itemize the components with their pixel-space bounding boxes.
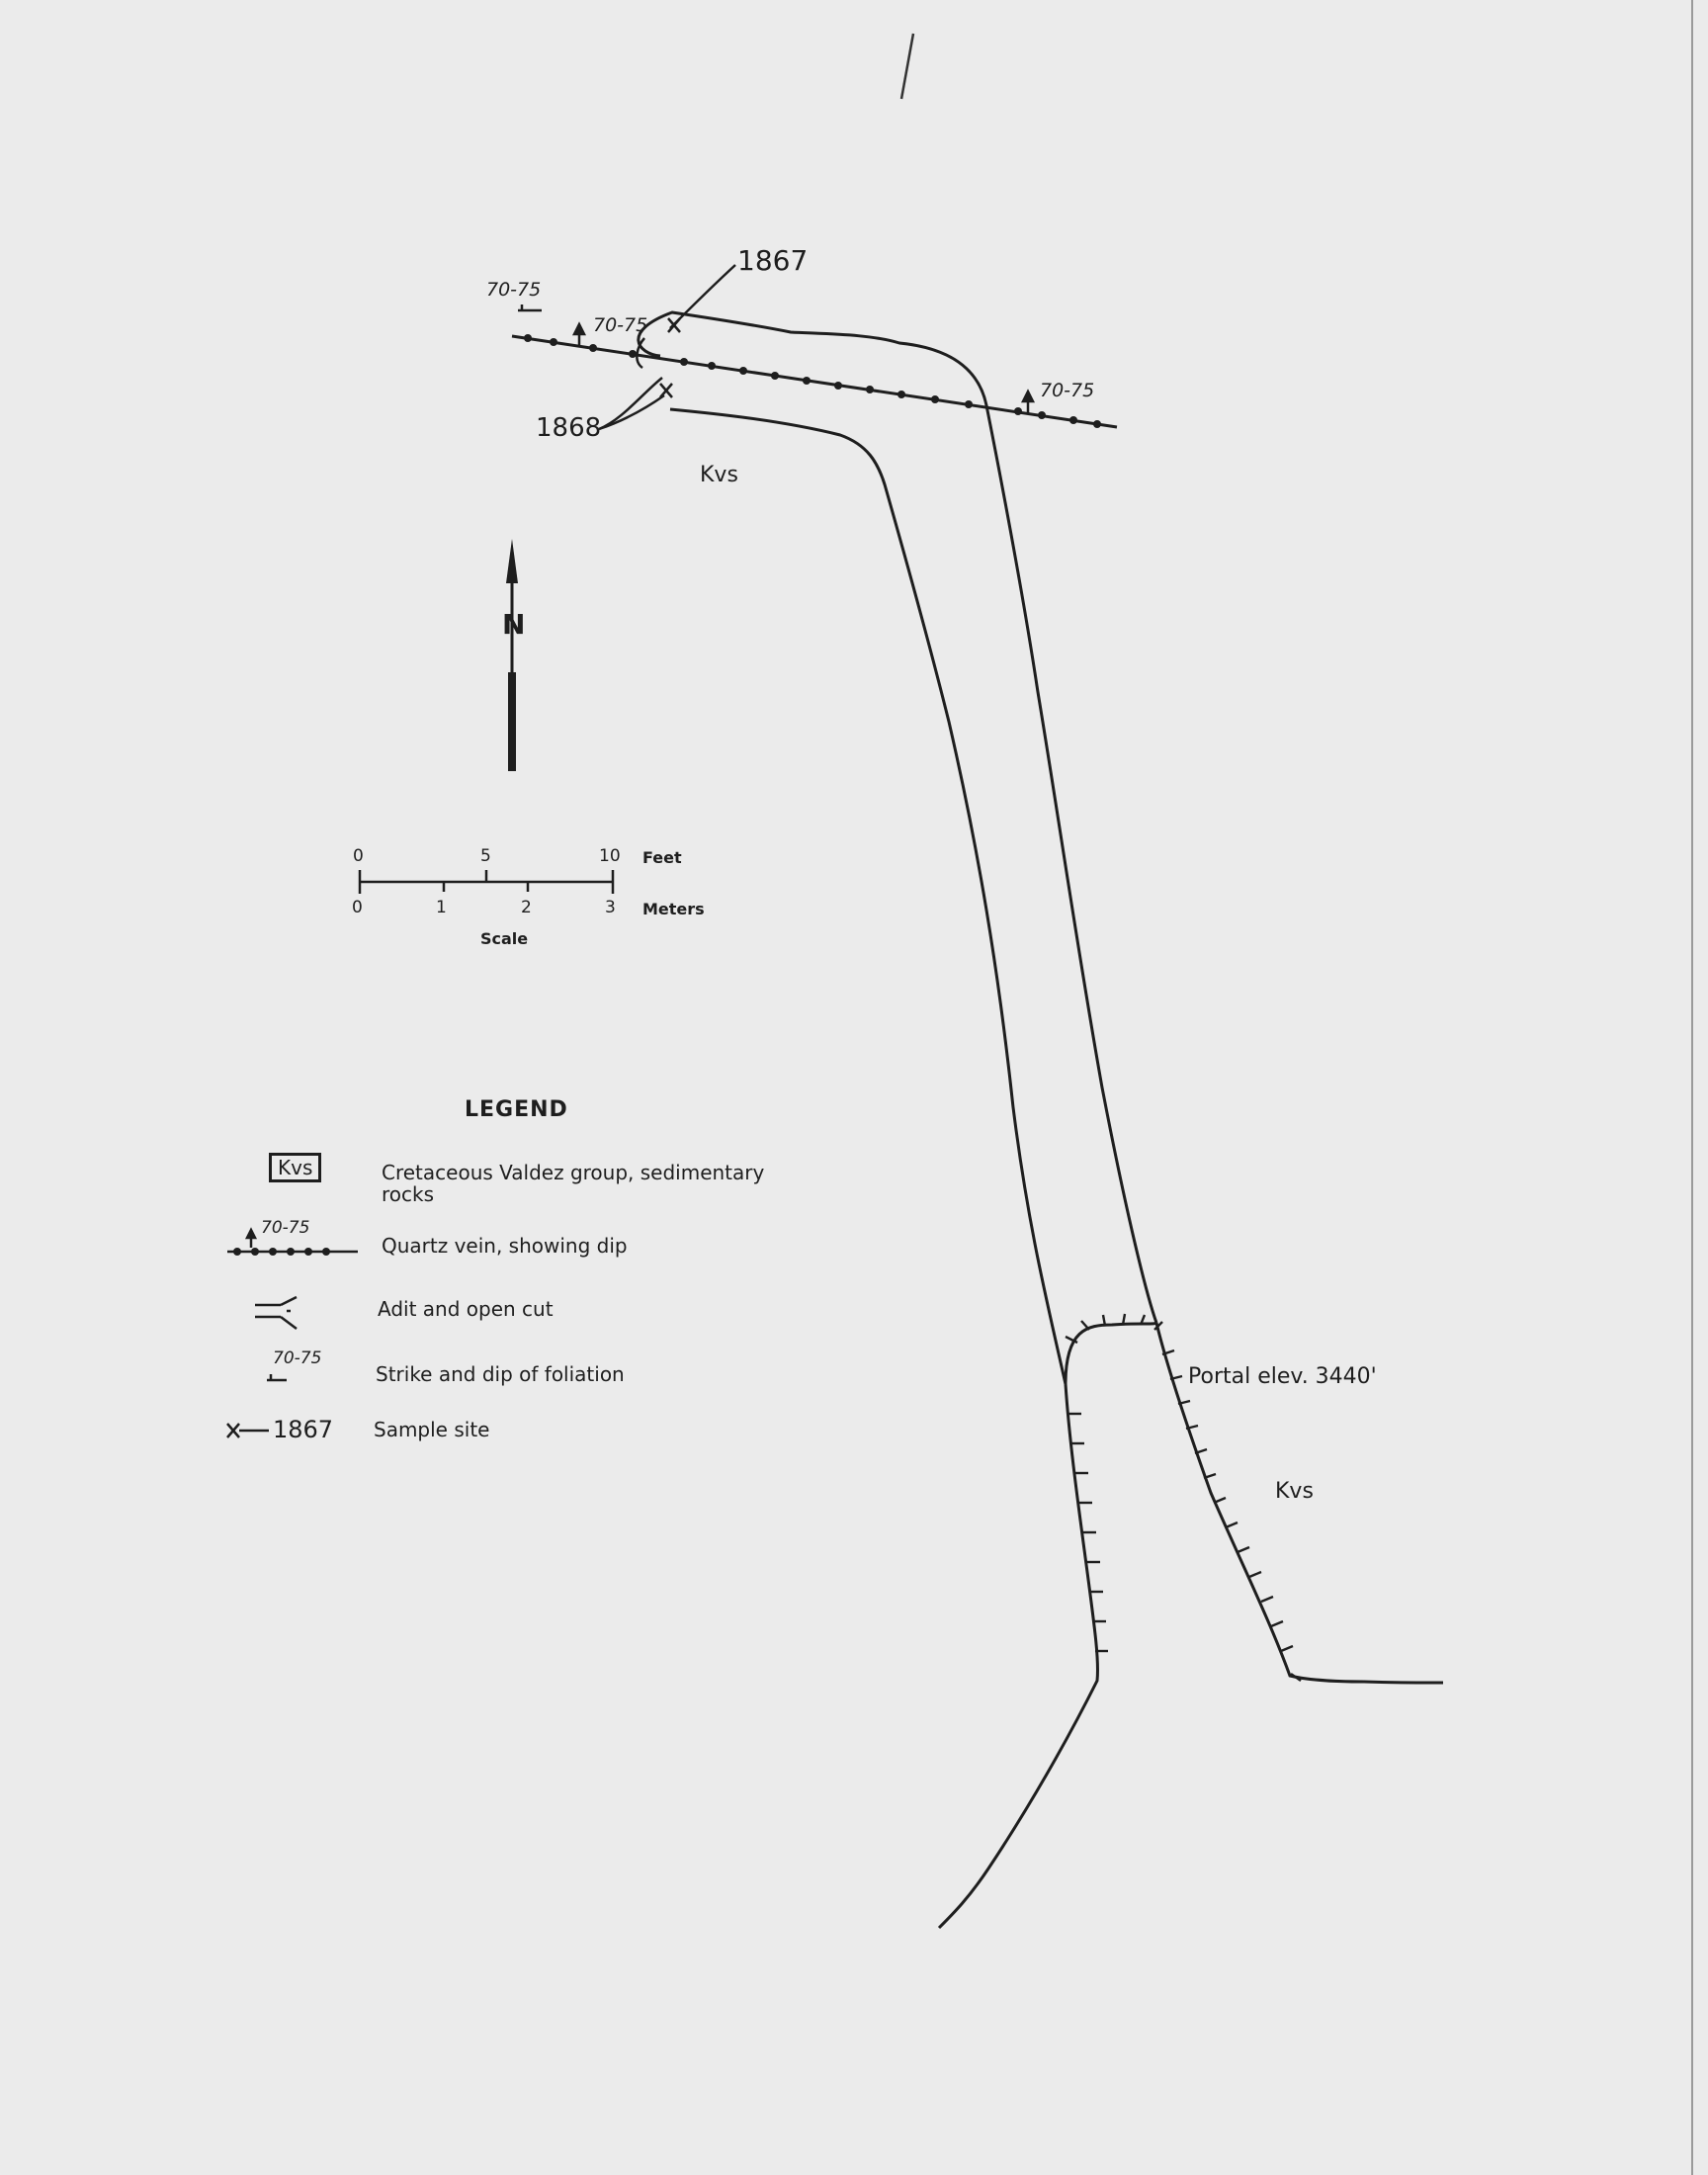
scale-meters-1: 1 — [436, 898, 447, 917]
scale-caption: Scale — [480, 929, 529, 948]
legend-kvs-label: Cretaceous Valdez group, sedimentary — [382, 1161, 765, 1184]
sample-sites — [599, 265, 735, 429]
legend-kvs-symbol: Kvs — [269, 1153, 321, 1182]
scale-feet-0: 0 — [353, 846, 364, 866]
north-label: N — [502, 608, 526, 641]
legend-foliation-dip: 70-75 — [273, 1348, 322, 1368]
quartz-vein-line — [512, 336, 1117, 427]
scale-feet-10: 10 — [599, 846, 621, 866]
legend-sample-label: Sample site — [374, 1418, 490, 1441]
legend-kvs-label-line2: rocks — [382, 1182, 435, 1206]
sample-label-1867: 1867 — [737, 244, 809, 277]
portal-label: Portal elev. 3440' — [1188, 1364, 1377, 1389]
scale-meters-0: 0 — [352, 898, 363, 917]
scale-feet-5: 5 — [480, 846, 491, 866]
scale-bar — [360, 870, 613, 894]
vein-dip-label-east: 70-75 — [1040, 380, 1095, 401]
foliation-dip-label: 70-75 — [486, 279, 542, 301]
legend-vein-label: Quartz vein, showing dip — [382, 1234, 628, 1258]
unit-label-kvs-south: Kvs — [1275, 1479, 1314, 1504]
adit-east-wall — [670, 409, 1066, 1384]
vein-dip-label-west: 70-75 — [593, 314, 648, 336]
scale-feet-unit: Feet — [642, 848, 682, 867]
open-cut-south-edge — [939, 1384, 1098, 1928]
scale-meters-3: 3 — [605, 898, 616, 917]
legend-sample-number: 1867 — [273, 1416, 334, 1443]
stray-mark — [901, 34, 913, 99]
foliation-symbol — [518, 304, 542, 310]
scale-meters-unit: Meters — [642, 900, 705, 918]
unit-label-kvs-north: Kvs — [700, 463, 738, 487]
legend-adit-label: Adit and open cut — [378, 1297, 554, 1321]
legend-symbols — [227, 1230, 358, 1437]
legend-foliation-label: Strike and dip of foliation — [376, 1362, 625, 1386]
legend-vein-dip: 70-75 — [261, 1218, 310, 1238]
vein-dip-arrows — [574, 324, 1033, 413]
scale-meters-2: 2 — [521, 898, 532, 917]
sample-label-1868: 1868 — [536, 413, 602, 443]
legend-title: LEGEND — [465, 1097, 568, 1122]
north-arrow — [506, 539, 518, 771]
